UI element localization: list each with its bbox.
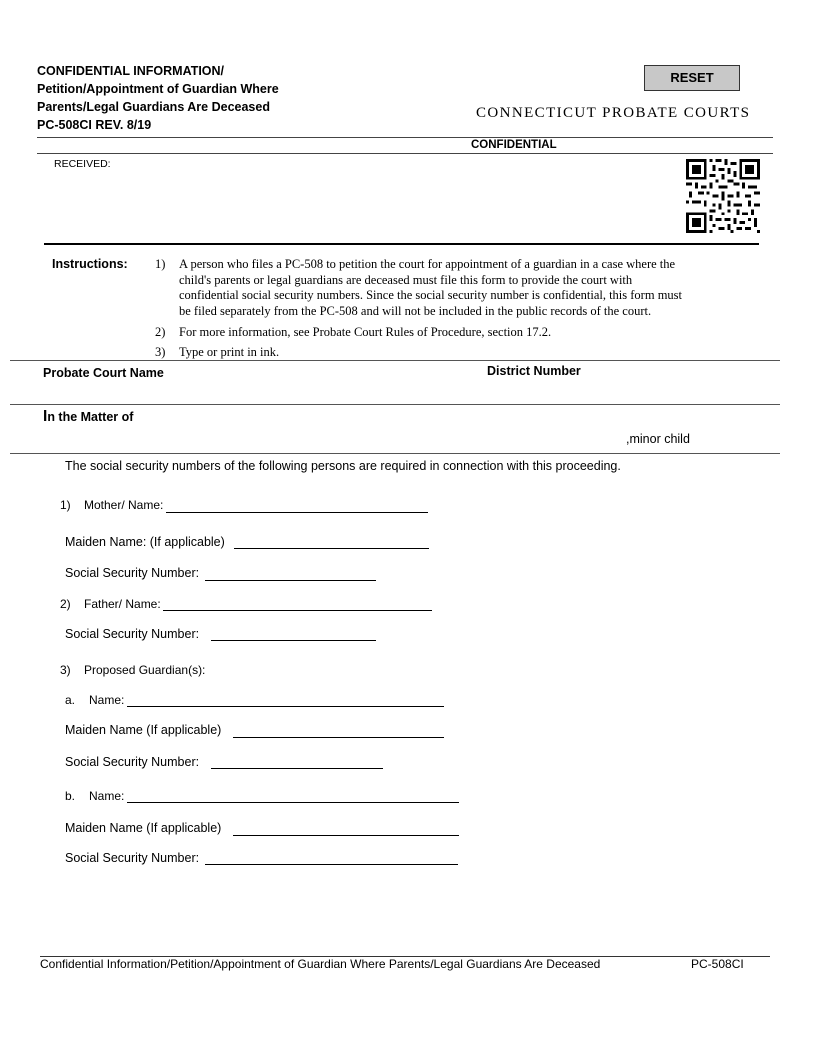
guardian-b-letter: b. [65,789,76,803]
mother-number: 1) [60,498,71,512]
guardian-a-ssn-field[interactable] [211,768,383,769]
mother-maiden-label: Maiden Name: (If applicable) [65,535,225,549]
confidential-divider [37,153,773,154]
received-label: RECEIVED: [54,158,111,170]
instruction-1-line-1: A person who files a PC-508 to petition the court for appointment of a guardian in a case where the [179,257,676,271]
instructions-divider [10,360,780,361]
guardian-a-letter: a. [65,693,76,707]
form-id: PC-508CI REV. 8/19 [37,118,152,132]
district-number-label: District Number [487,364,581,378]
mother-ssn-label: Social Security Number: [65,566,200,580]
guardian-b-ssn-label: Social Security Number: [65,851,200,865]
guardians-number: 3) [60,663,71,677]
instruction-1-line-3: confidential social security numbers. Since the social security number is confidential, this form must [179,288,683,302]
header-divider [37,137,773,138]
mother-name-label: Mother/ Name: [84,498,164,512]
matter-label-initial: I [43,408,48,425]
footer-text: Confidential Information/Petition/Appointment of Guardian Where Parents/Legal Guardians Are Deceased [40,957,601,971]
father-ssn-field[interactable] [211,640,376,641]
received-box-divider [44,243,759,245]
guardian-a-maiden-label: Maiden Name (If applicable) [65,723,222,737]
instruction-3-text: Type or print in ink. [179,345,280,359]
qr-code-icon [686,159,760,233]
instruction-1-line-4: be filed separately from the PC-508 and will not be included in the public records of the court. [179,303,652,318]
instruction-1-line-2: child's parents or legal guardians are deceased must file this form to provide the court with [179,272,633,287]
court-divider [10,404,780,405]
probate-court-name-label: Probate Court Name [43,366,164,380]
form-title-line-3: Parents/Legal Guardians Are Deceased [37,100,270,114]
guardian-b-name-label: Name: [89,789,125,803]
guardian-b-maiden-label: Maiden Name (If applicable) [65,821,222,835]
intro-text: The social security numbers of the following persons are required in connection with this proceeding. [65,459,621,473]
guardians-label: Proposed Guardian(s): [84,663,206,677]
mother-maiden-field[interactable] [234,548,429,549]
mother-ssn-field[interactable] [205,580,376,581]
instruction-2-text: For more information, see Probate Court Rules of Procedure, section 17.2. [179,325,552,339]
father-number: 2) [60,597,71,611]
form-title-line-1: CONFIDENTIAL INFORMATION/ [37,64,225,78]
matter-divider [10,453,780,454]
father-name-field[interactable] [163,610,432,611]
instructions-label: Instructions: [52,257,128,271]
guardian-b-ssn-field[interactable] [205,864,458,865]
instruction-3-number: 3) [155,345,166,359]
reset-button[interactable]: RESET [644,65,740,91]
guardian-a-ssn-label: Social Security Number: [65,755,200,769]
form-title-line-2: Petition/Appointment of Guardian Where [37,82,279,96]
instruction-1-number: 1) [155,257,166,271]
guardian-a-maiden-field[interactable] [233,737,444,738]
footer-form-code: PC-508CI [691,957,744,971]
instruction-2-number: 2) [155,325,166,339]
mother-name-field[interactable] [166,512,428,513]
confidential-label: CONFIDENTIAL [471,139,557,151]
courts-heading: CONNECTICUT PROBATE COURTS [476,105,751,121]
instruction-1-text [179,257,682,319]
father-ssn-label: Social Security Number: [65,627,200,641]
minor-child-label: ,minor child [626,432,690,446]
matter-label [43,408,133,426]
guardian-b-name-field[interactable] [127,802,459,803]
guardian-a-name-label: Name: [89,693,125,707]
guardian-a-name-field[interactable] [127,706,444,707]
father-name-label: Father/ Name: [84,597,161,611]
guardian-b-maiden-field[interactable] [233,835,459,836]
matter-label-rest: n the Matter of [47,410,134,424]
